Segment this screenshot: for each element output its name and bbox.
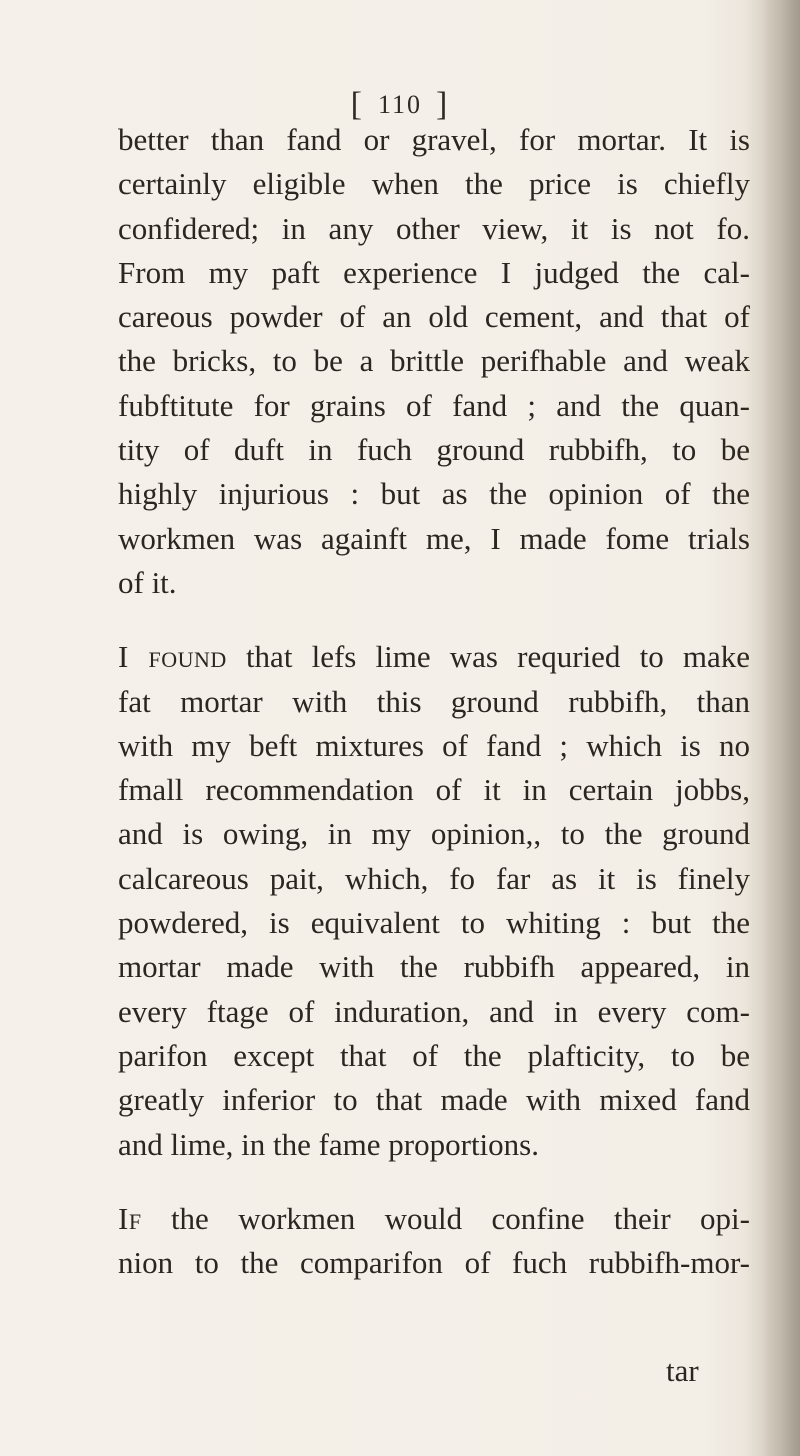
text-line: fubftitute for grains of fand ; and the quan- [118,387,750,423]
text-line: the bricks, to be a brittle perifhable and weak [118,343,750,379]
text-line: and is owing, in my opinion,, to the ground [118,816,750,852]
text-line: with my beft mixtures of fand ; which is no [118,727,750,763]
text-line: better than fand or gravel, for mortar. It is [118,122,750,157]
bracket-open: [ [350,86,364,123]
paragraph-2 [118,635,750,1167]
text-line: of it. [118,564,177,600]
text-line: careous powder of an old cement, and that of [118,299,750,335]
text-line: fat mortar with this ground rubbifh, than [118,683,750,719]
text-line-rest: that lefs lime was requried to make [226,639,751,675]
text-line: tity of duft in fuch ground rubbifh, to be [118,432,750,468]
bracket-close: ] [436,86,450,123]
text-line: highly injurious : but as the opinion of the [118,476,750,512]
paragraph-lead: If [118,1200,142,1236]
text-line: workmen was againft me, I made fome trials [118,520,750,556]
text-line: nion to the comparifon of fuch rubbifh-mor- [118,1245,750,1281]
text-line: parifon except that of the plafticity, to be [118,1037,750,1073]
text-line [118,1197,750,1241]
body-text [118,118,750,1285]
text-line: confidered; in any other view, it is not fo. [118,210,750,246]
paragraph-gap [118,605,750,635]
text-line: mortar made with the rubbifh appeared, in [118,949,750,985]
paragraph-1 [118,118,750,605]
text-line [118,635,750,679]
text-line: From my paft experience I judged the cal- [118,254,750,290]
page-number: 110 [377,90,423,119]
catchword: tar [666,1353,699,1388]
paragraph-3 [118,1197,750,1286]
text-line: certainly eligible when the price is chiefly [118,166,750,202]
text-line: fmall recommendation of it in certain jobbs, [118,772,750,808]
text-line: powdered, is equivalent to whiting : but the [118,905,750,941]
text-line: greatly inferior to that made with mixed fand [118,1082,750,1118]
text-line: and lime, in the fame proportions. [118,1126,539,1162]
page-edge-shadow [762,0,800,1456]
paragraph-lead: I found [118,639,227,675]
text-line-rest: the workmen would confine their opi- [141,1200,750,1236]
text-line: every ftage of induration, and in every com- [118,993,750,1029]
paragraph-gap [118,1167,750,1197]
text-line: calcareous pait, which, fo far as it is finely [118,860,750,896]
